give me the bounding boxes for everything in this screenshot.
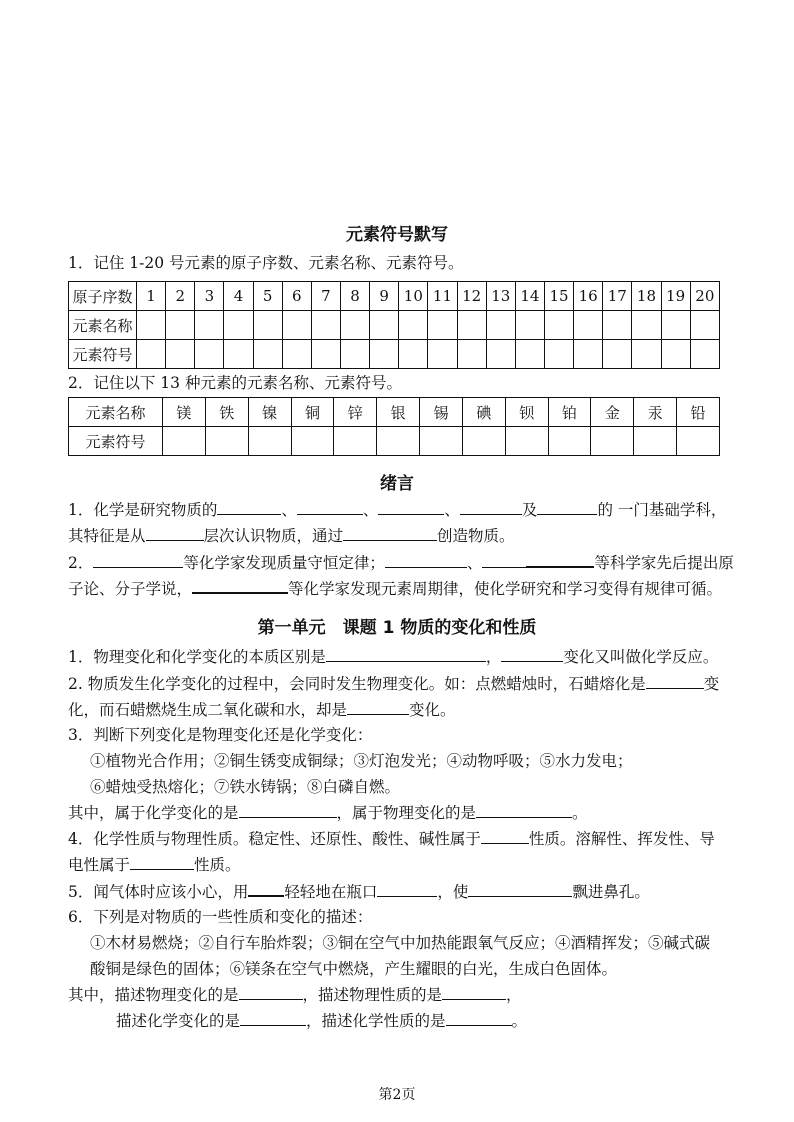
blank[interactable] (385, 552, 467, 568)
answer-cell[interactable] (677, 427, 720, 456)
blank[interactable] (297, 499, 363, 515)
answer-cell[interactable] (428, 340, 457, 369)
atomic-number-cell: 16 (574, 282, 603, 311)
unit-line-13: 酸铜是绿色的固体；⑥镁条在空气中燃烧，产生耀眼的白光，生成白色固体。 (90, 960, 618, 978)
blank[interactable] (442, 984, 506, 1000)
answer-cell[interactable] (224, 340, 253, 369)
answer-cell[interactable] (195, 311, 224, 340)
table2-row-header: 元素名称 (69, 398, 163, 427)
unit-line-3: 化，而石蜡燃烧生成二氧化碳和水，却是 变化。 (68, 701, 456, 719)
answer-cell[interactable] (334, 427, 377, 456)
atomic-number-cell: 8 (340, 282, 369, 311)
unit-line-7: 其中，属于化学变化的是 ，属于物理变化的是 。 (68, 804, 588, 822)
answer-cell[interactable] (377, 427, 420, 456)
blank[interactable] (460, 499, 522, 515)
blank[interactable] (239, 984, 303, 1000)
page-number: 第2页 (378, 1087, 416, 1103)
answer-cell[interactable] (291, 427, 334, 456)
blank[interactable] (526, 551, 594, 568)
intro-line-2: 其特征是从 层次认识物质，通过 创造物质。 (68, 527, 515, 545)
section-title-introduction: 绪言 (380, 474, 414, 494)
atomic-number-cell: 14 (515, 282, 544, 311)
answer-cell[interactable] (428, 311, 457, 340)
answer-cell[interactable] (253, 311, 282, 340)
answer-cell[interactable] (544, 311, 573, 340)
unit-line-11: 6．下列是对物质的一些性质和变化的描述： (68, 908, 373, 926)
element-name-cell: 铁 (205, 398, 248, 427)
atomic-number-cell: 18 (632, 282, 661, 311)
answer-cell[interactable] (548, 427, 591, 456)
answer-cell[interactable] (574, 340, 603, 369)
unit-line-6: ⑥蜡烛受热熔化；⑦铁水铸锅；⑧白磷自燃。 (90, 778, 401, 796)
answer-cell[interactable] (166, 340, 195, 369)
answer-cell[interactable] (205, 427, 248, 456)
table1-row (69, 282, 720, 311)
answer-cell[interactable] (282, 311, 311, 340)
unit-line-10: 5．闻气体时应该小心，用 轻轻地在瓶口 ，使 飘进鼻孔。 (68, 880, 650, 903)
answer-cell[interactable] (603, 340, 632, 369)
answer-cell[interactable] (457, 311, 486, 340)
answer-cell[interactable] (634, 427, 677, 456)
element-name-cell: 碘 (462, 398, 505, 427)
answer-cell[interactable] (505, 427, 548, 456)
table1-row (69, 340, 720, 369)
element-name-cell: 铂 (548, 398, 591, 427)
answer-cell[interactable] (311, 311, 340, 340)
element-name-cell: 锡 (420, 398, 463, 427)
unit-line-5: ①植物光合作用；②铜生锈变成铜绿；③灯泡发光；④动物呼吸；⑤水力发电； (90, 752, 633, 770)
atomic-number-cell: 1 (137, 282, 166, 311)
atomic-number-cell: 4 (224, 282, 253, 311)
answer-cell[interactable] (137, 311, 166, 340)
blank[interactable] (378, 499, 444, 515)
answer-cell[interactable] (544, 340, 573, 369)
atomic-number-cell: 10 (399, 282, 428, 311)
atomic-number-cell: 9 (370, 282, 399, 311)
unit-line-9: 电性属于 性质。 (68, 856, 241, 874)
answer-cell[interactable] (137, 340, 166, 369)
blank[interactable] (146, 525, 204, 541)
atomic-number-cell: 12 (457, 282, 486, 311)
element-name-cell: 铜 (291, 398, 334, 427)
answer-cell[interactable] (690, 340, 719, 369)
blank[interactable] (537, 499, 597, 515)
section-title-unit-1: 第一单元 课题 1 物质的变化和性质 (257, 618, 537, 638)
table1-row-header: 元素符号 (69, 340, 137, 369)
table2-row (69, 427, 720, 456)
answer-cell[interactable] (486, 340, 515, 369)
element-name-cell: 锌 (334, 398, 377, 427)
atomic-number-table (68, 281, 720, 369)
answer-cell[interactable] (282, 340, 311, 369)
answer-cell[interactable] (311, 340, 340, 369)
section-title-element-symbols: 元素符号默写 (346, 225, 448, 245)
answer-cell[interactable] (591, 427, 634, 456)
answer-cell[interactable] (661, 340, 690, 369)
atomic-number-cell: 19 (661, 282, 690, 311)
answer-cell[interactable] (457, 340, 486, 369)
atomic-number-cell: 2 (166, 282, 195, 311)
answer-cell[interactable] (340, 311, 369, 340)
answer-cell[interactable] (690, 311, 719, 340)
blank[interactable] (217, 499, 281, 515)
answer-cell[interactable] (399, 340, 428, 369)
answer-cell[interactable] (253, 340, 282, 369)
question-1-instruction: 1．记住 1-20 号元素的原子序数、元素名称、元素符号。 (68, 254, 464, 272)
blank[interactable] (240, 1010, 306, 1026)
table2-row (69, 398, 720, 427)
question-2-instruction: 2．记住以下 13 种元素的元素名称、元素符号。 (68, 374, 402, 392)
element-name-cell: 铅 (677, 398, 720, 427)
unit-line-12: ①木材易燃烧；②自行车胎炸裂；③铜在空气中加热能跟氧气反应；④酒精挥发；⑤碱式碳 (90, 934, 711, 952)
blank[interactable] (468, 881, 572, 897)
atomic-number-cell: 20 (690, 282, 719, 311)
blank[interactable] (481, 828, 529, 844)
answer-cell[interactable] (340, 340, 369, 369)
answer-cell[interactable] (574, 311, 603, 340)
answer-cell[interactable] (632, 340, 661, 369)
atomic-number-cell: 13 (486, 282, 515, 311)
blank[interactable] (192, 577, 288, 594)
intro-line-4: 子论、分子学说， 等化学家发现元素周期律，使化学研究和学习变得有规律可循。 (68, 577, 722, 600)
blank[interactable] (646, 673, 704, 689)
blank[interactable] (501, 646, 563, 662)
answer-cell[interactable] (248, 427, 291, 456)
blank[interactable] (446, 1010, 512, 1026)
unit-line-15: 描述化学变化的是 ，描述化学性质的是 。 (116, 1012, 528, 1030)
answer-cell[interactable] (420, 427, 463, 456)
atomic-number-cell: 7 (311, 282, 340, 311)
unit-line-14: 其中，描述物理变化的是 ，描述物理性质的是 ， (68, 986, 522, 1004)
intro-line-1: 1．化学是研究物质的 、 、 、 及 的 一门基础学科， (68, 501, 727, 519)
atomic-number-cell: 11 (428, 282, 457, 311)
element-name-cell: 镍 (248, 398, 291, 427)
answer-cell[interactable] (370, 311, 399, 340)
answer-cell[interactable] (603, 311, 632, 340)
table1-row-header: 元素名称 (69, 311, 137, 340)
answer-cell[interactable] (515, 340, 544, 369)
unit-line-1: 1．物理变化和化学变化的本质区别是 ， 变化又叫做化学反应。 (68, 648, 719, 666)
blank[interactable] (326, 646, 486, 662)
answer-cell[interactable] (195, 340, 224, 369)
unit-line-8: 4．化学性质与物理性质。稳定性、还原性、酸性、碱性属于 性质。溶解性、挥发性、导 (68, 830, 715, 848)
answer-cell[interactable] (163, 427, 206, 456)
table1-row-header: 原子序数 (69, 282, 137, 311)
unit-line-4: 3．判断下列变化是物理变化还是化学变化： (68, 726, 373, 744)
intro-line-3: 2． 等化学家发现质量守恒定律； 、 等科学家先后提出原 (68, 551, 734, 574)
blank[interactable] (347, 699, 409, 715)
element-name-cell: 钡 (505, 398, 548, 427)
blank[interactable] (343, 525, 437, 541)
element-name-cell: 汞 (634, 398, 677, 427)
atomic-number-cell: 6 (282, 282, 311, 311)
blank[interactable] (239, 802, 337, 818)
element-symbol-table (68, 397, 720, 456)
atomic-number-cell: 5 (253, 282, 282, 311)
table2-row-header: 元素符号 (69, 427, 163, 456)
atomic-number-cell: 17 (603, 282, 632, 311)
blank[interactable] (377, 881, 437, 897)
element-name-cell: 金 (591, 398, 634, 427)
unit-line-2: 2. 物质发生化学变化的过程中，会同时发生物理变化。如：点燃蜡烛时，石蜡熔化是 变 (68, 675, 720, 693)
answer-cell[interactable] (166, 311, 195, 340)
element-name-cell: 镁 (163, 398, 206, 427)
answer-cell[interactable] (462, 427, 505, 456)
blank[interactable] (476, 802, 572, 818)
element-name-cell: 银 (377, 398, 420, 427)
atomic-number-cell: 15 (544, 282, 573, 311)
answer-cell[interactable] (515, 311, 544, 340)
atomic-number-cell: 3 (195, 282, 224, 311)
answer-cell[interactable] (224, 311, 253, 340)
answer-cell[interactable] (632, 311, 661, 340)
answer-cell[interactable] (486, 311, 515, 340)
answer-cell[interactable] (399, 311, 428, 340)
blank[interactable] (130, 854, 194, 870)
answer-cell[interactable] (370, 340, 399, 369)
blank[interactable] (248, 880, 284, 897)
blank[interactable] (482, 552, 526, 568)
blank[interactable] (93, 552, 183, 568)
table1-row (69, 311, 720, 340)
answer-cell[interactable] (661, 311, 690, 340)
